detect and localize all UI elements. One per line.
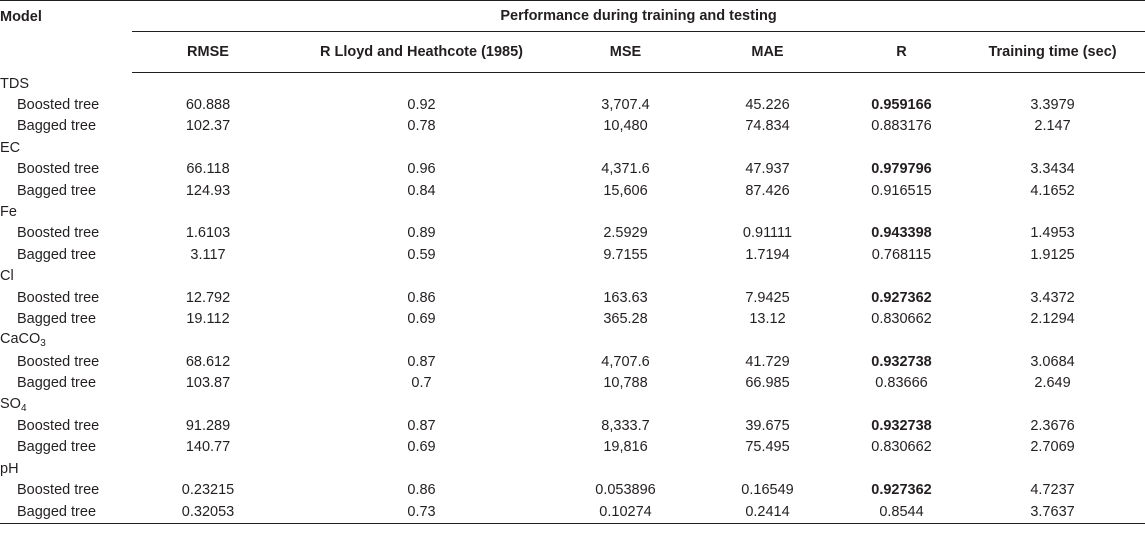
group-row: [0, 394, 1145, 415]
r-lloyd-cell: 0.89: [407, 225, 436, 242]
col-header-training-time: Training time (sec): [960, 32, 1145, 73]
table-row: [0, 308, 1145, 329]
training-time-cell: 2.649: [1034, 375, 1071, 392]
mae-cell: 0.2414: [692, 501, 843, 524]
table-row: [0, 159, 1145, 180]
mae-cell: 7.9425: [745, 289, 790, 306]
mse-cell: 19,816: [603, 439, 648, 456]
r-lloyd-cell: 0.86: [407, 289, 436, 306]
group-label: [0, 458, 1145, 479]
model-name-cell: Boosted tree: [17, 353, 100, 370]
rmse-cell: 0.32053: [132, 501, 284, 524]
group-label: [0, 330, 1145, 351]
rmse-cell: 1.6103: [185, 225, 231, 242]
training-time-cell: 4.7237: [1030, 482, 1075, 499]
rmse-cell: 19.112: [186, 310, 230, 327]
table-row: [0, 351, 1145, 372]
mse-cell: 8,333.7: [601, 417, 650, 434]
training-time-cell: 4.1652: [1030, 182, 1075, 199]
r-cell: 0.916515: [871, 182, 932, 199]
r-cell: 0.943398: [871, 225, 932, 242]
rmse-cell: 60.888: [185, 97, 231, 114]
mse-cell: 9.7155: [603, 246, 648, 263]
mse-cell: 163.63: [603, 289, 648, 306]
mae-cell: 75.495: [745, 439, 790, 456]
r-cell: 0.768115: [871, 246, 932, 263]
group-name: TDS: [0, 75, 29, 92]
table-row: [0, 94, 1145, 115]
group-row: [0, 266, 1145, 287]
col-header-mse: MSE: [559, 32, 692, 73]
group-name: Fe: [0, 204, 17, 221]
mae-cell: 87.426: [745, 182, 790, 199]
mae-cell: 39.675: [745, 417, 790, 434]
table-row: [0, 287, 1145, 308]
r-lloyd-cell: 0.7: [411, 375, 432, 392]
r-lloyd-cell: 0.69: [407, 310, 436, 327]
r-cell: 0.959166: [871, 97, 932, 114]
group-label: [0, 266, 1145, 287]
mae-cell: 0.16549: [741, 482, 794, 499]
rmse-cell: 91.289: [185, 417, 231, 434]
col-header-r: R: [843, 32, 960, 73]
mse-cell: 4,371.6: [601, 161, 650, 178]
performance-group-header: Performance during training and testing: [132, 1, 1145, 32]
col-header-rmse: RMSE: [132, 32, 284, 73]
training-time-cell: 3.3979: [1030, 97, 1075, 114]
r-cell: 0.932738: [871, 417, 932, 434]
r-cell: 0.927362: [871, 289, 932, 306]
mse-cell: 15,606: [603, 182, 648, 199]
mse-cell: 365.28: [603, 310, 648, 327]
mse-cell: 2.5929: [603, 225, 648, 242]
group-row: [0, 201, 1145, 222]
model-name-cell: Bagged tree: [17, 375, 97, 392]
r-lloyd-cell: 0.87: [407, 353, 436, 370]
mae-cell: 45.226: [745, 97, 790, 114]
mse-cell: 0.053896: [595, 482, 656, 499]
model-name-cell: Bagged tree: [17, 246, 97, 263]
model-name-cell: Boosted tree: [17, 289, 100, 306]
mse-cell: 10,788: [603, 375, 648, 392]
mae-cell: 41.729: [745, 353, 790, 370]
rmse-cell: 3.117: [190, 246, 226, 263]
col-header-r-lloyd: R Lloyd and Heathcote (1985): [284, 32, 559, 73]
group-label: [0, 137, 1145, 158]
group-row: [0, 330, 1145, 351]
r-lloyd-cell: 0.92: [407, 97, 436, 114]
mse-cell: 0.10274: [559, 501, 692, 524]
mae-cell: 0.91111: [742, 225, 793, 242]
training-time-cell: 3.7637: [960, 501, 1145, 524]
r-lloyd-cell: 0.84: [407, 182, 436, 199]
r-cell: 0.927362: [871, 482, 932, 499]
model-name-cell: Boosted tree: [17, 97, 100, 114]
rmse-cell: 68.612: [185, 353, 231, 370]
r-cell: 0.830662: [871, 310, 932, 327]
training-time-cell: 3.0684: [1030, 353, 1075, 370]
table-row: [0, 116, 1145, 137]
group-name: CaCO: [0, 331, 41, 348]
group-label: [0, 394, 1145, 415]
model-name-cell: Boosted tree: [17, 482, 100, 499]
col-header-mae: MAE: [692, 32, 843, 73]
training-time-cell: 2.7069: [1030, 439, 1075, 456]
mse-cell: 10,480: [603, 118, 648, 135]
mae-cell: 74.834: [745, 118, 790, 135]
group-name: pH: [0, 460, 19, 477]
group-label: [0, 73, 1145, 95]
group-name-subscript: 4: [20, 402, 27, 414]
r-lloyd-cell: 0.86: [407, 482, 436, 499]
r-cell: 0.979796: [871, 161, 932, 178]
r-cell: 0.83666: [875, 375, 928, 392]
mse-cell: 3,707.4: [601, 97, 650, 114]
model-name-cell: Bagged tree: [17, 439, 97, 456]
model-name-cell: Bagged tree: [17, 182, 97, 199]
training-time-cell: 2.1294: [1030, 310, 1075, 327]
model-header: Model: [0, 1, 132, 73]
table-row: [0, 501, 1145, 524]
training-time-cell: 3.3434: [1030, 161, 1075, 178]
group-label: [0, 201, 1145, 222]
mae-cell: 13.12: [749, 310, 786, 327]
training-time-cell: 1.9125: [1030, 246, 1075, 263]
model-name-cell: Boosted tree: [17, 225, 100, 242]
table-row: [0, 372, 1145, 393]
table-row: [0, 244, 1145, 265]
rmse-cell: 124.93: [185, 182, 231, 199]
table-body: [0, 73, 1145, 524]
r-cell: 0.883176: [871, 118, 932, 135]
model-name-cell: Bagged tree: [0, 501, 132, 524]
rmse-cell: 140.77: [185, 439, 231, 456]
rmse-cell: 66.118: [186, 161, 230, 178]
mae-cell: 47.937: [745, 161, 790, 178]
table-row: [0, 223, 1145, 244]
group-row: [0, 458, 1145, 479]
table-row: [0, 415, 1145, 436]
rmse-cell: 0.23215: [181, 482, 235, 499]
table-row: [0, 479, 1145, 500]
r-lloyd-cell: 0.73: [284, 501, 559, 524]
mae-cell: 1.7194: [745, 246, 790, 263]
group-name: Cl: [0, 268, 14, 285]
r-cell: 0.830662: [871, 439, 932, 456]
mae-cell: 66.985: [745, 375, 790, 392]
training-time-cell: 2.3676: [1030, 417, 1075, 434]
training-time-cell: 2.147: [1034, 118, 1071, 135]
training-time-cell: 1.4953: [1030, 225, 1075, 242]
model-name-cell: Bagged tree: [17, 310, 97, 327]
rmse-cell: 103.87: [185, 375, 231, 392]
model-name-cell: Boosted tree: [17, 417, 100, 434]
r-lloyd-cell: 0.78: [407, 118, 436, 135]
r-lloyd-cell: 0.87: [407, 417, 436, 434]
r-lloyd-cell: 0.69: [407, 439, 436, 456]
mse-cell: 4,707.6: [601, 353, 650, 370]
rmse-cell: 12.792: [185, 289, 231, 306]
r-cell: 0.8544: [843, 501, 960, 524]
table-row: [0, 180, 1145, 201]
r-lloyd-cell: 0.59: [407, 246, 436, 263]
r-lloyd-cell: 0.96: [407, 161, 436, 178]
group-row: [0, 137, 1145, 158]
group-name-subscript: 3: [40, 338, 46, 350]
r-cell: 0.932738: [871, 353, 932, 370]
group-name: EC: [0, 139, 21, 156]
table-row: [0, 437, 1145, 458]
group-name: SO: [0, 395, 21, 412]
model-name-cell: Bagged tree: [17, 118, 97, 135]
model-name-cell: Boosted tree: [17, 161, 100, 178]
rmse-cell: 102.37: [185, 118, 231, 135]
group-row: [0, 73, 1145, 95]
training-time-cell: 3.4372: [1030, 289, 1075, 306]
